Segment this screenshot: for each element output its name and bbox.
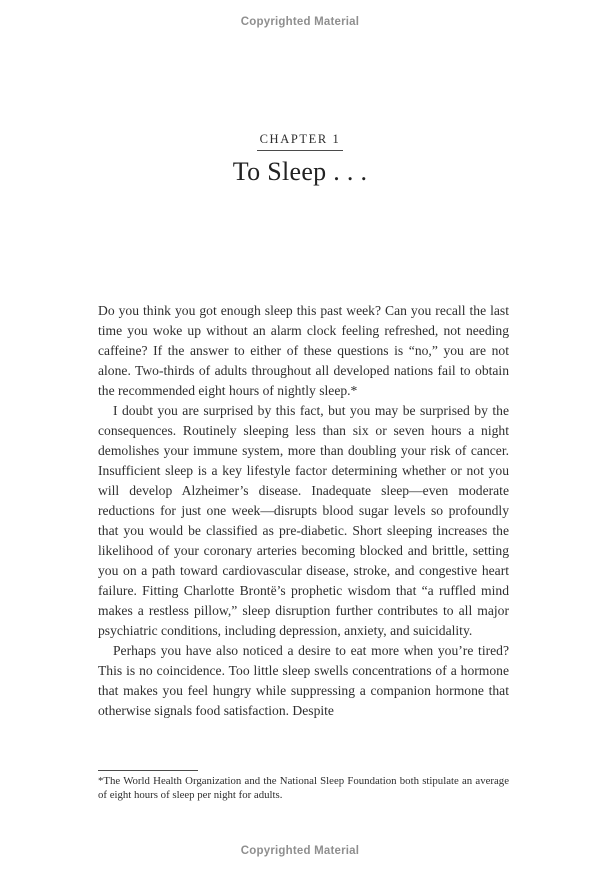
- chapter-label: CHAPTER 1: [257, 132, 344, 151]
- footnote-text: *The World Health Organization and the National Sleep Foundation both stipulate an average of eight hours of sleep per night for adults.: [98, 775, 509, 801]
- paragraph-3: Perhaps you have also noticed a desire to eat more when you’re tired? This is no coincidence. Too little sleep swells concentrations of a hormone that makes you feel hungry while suppressing a companion hormone that otherwise signals food satisfaction. Despite: [98, 643, 509, 718]
- chapter-title: To Sleep . . .: [232, 157, 368, 186]
- footnote-divider: [98, 770, 198, 771]
- paragraph-1: Do you think you got enough sleep this past week? Can you recall the last time you woke up without an alarm clock feeling refreshed, not needing caffeine? If the answer to either of these questions is “no,” you are not alone. Two-thirds of adults throughout all developed nations fail to obtain the recommended eight hours of nightly sleep.*: [98, 303, 509, 398]
- copyright-notice-top: Copyrighted Material: [240, 16, 360, 28]
- footnote: [98, 770, 509, 803]
- copyright-notice-bottom: Copyrighted Material: [240, 845, 360, 857]
- paragraph-2: I doubt you are surprised by this fact, but you may be surprised by the consequences. Routinely sleeping less than six or seven hours a night demolishes your immune system, more than doubling your risk of cancer. Insufficient sleep is a key lifestyle factor determining whether or not you will develop Alzheimer’s disease. Inadequate sleep—even moderate reductions for just one week—disrupts blood sugar levels so profoundly that you would be classified as pre-diabetic. Short sleeping increases the likelihood of your coronary arteries becoming blocked and brittle, setting you on a path toward cardiovascular disease, stroke, and congestive heart failure. Fitting Charlotte Brontë’s prophetic wisdom that “a ruffled mind makes a restless pillow,” sleep disruption further contributes to all major psychiatric conditions, including depression, anxiety, and suicidality.: [98, 403, 509, 638]
- chapter-heading: [0, 130, 600, 151]
- body-text: [98, 301, 509, 721]
